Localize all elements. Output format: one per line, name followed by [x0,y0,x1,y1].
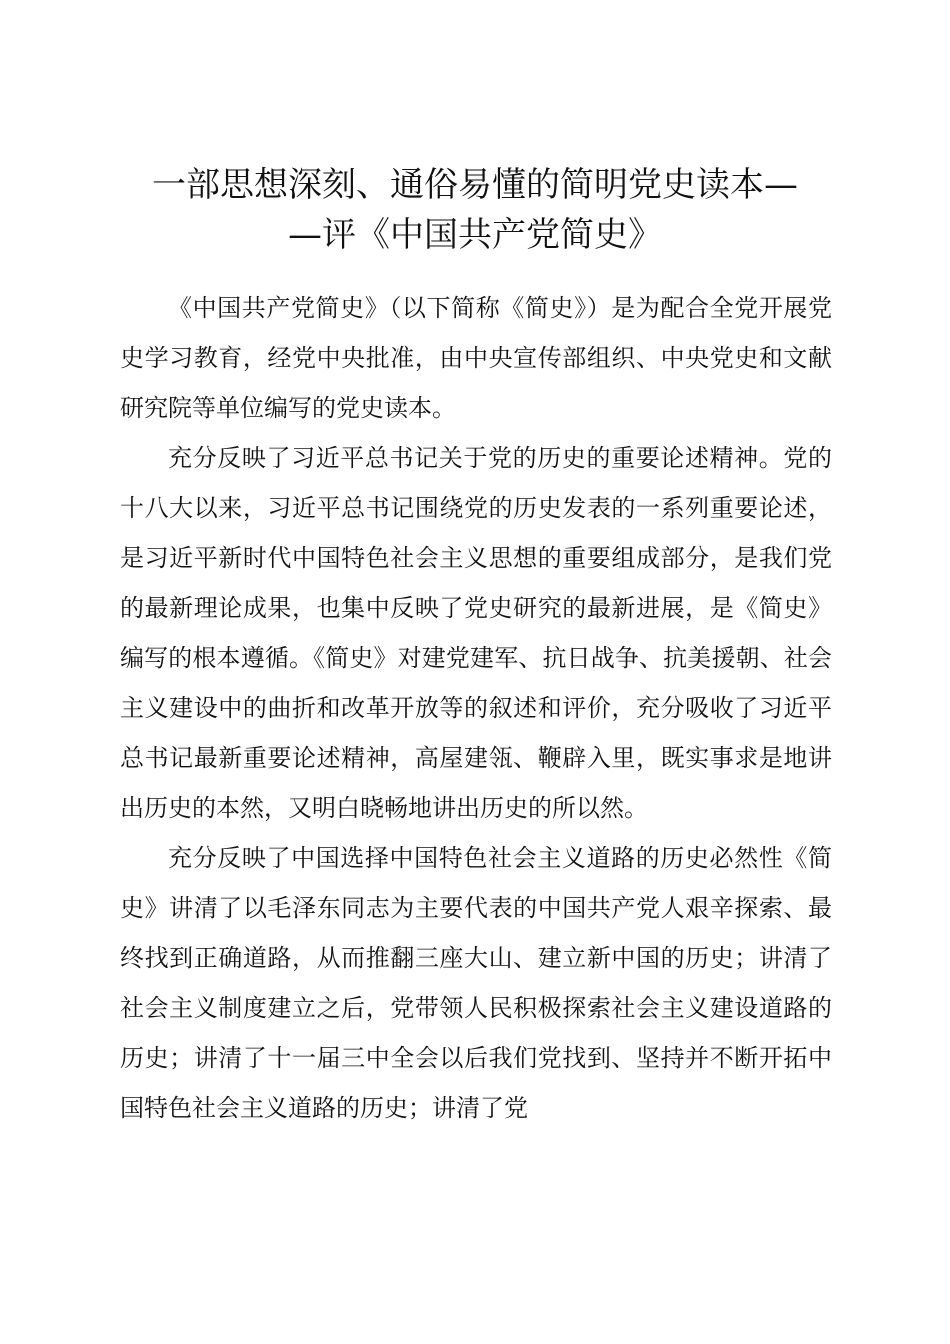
paragraph-historical-necessity: 充分反映了中国选择中国特色社会主义道路的历史必然性《简史》讲清了以毛泽东同志为主要代表的中国共产党人艰辛探索、最终找到正确道路，从而推翻三座大山、建立新中国的历史；讲清了社会主义制度建立之后，党带领人民积极探索社会主义建设道路的历史；讲清了十一届三中全会以后我们党找到、坚持并不断开拓中国特色社会主义道路的历史；讲清了党 [120,844,832,1122]
title-line-2: —评《中国共产党简史》 [288,215,662,255]
title-line-1: 一部思想深刻、通俗易懂的简明党史读本— [152,165,798,205]
document-title [120,160,830,260]
paragraph-intro: 《中国共产党简史》（以下简称《简史》）是为配合全党开展党史学习教育，经党中央批准，由中央宣传部组织、中央党史和文献研究院等单位编写的党史读本。 [120,294,832,422]
paragraph-important-discourse: 充分反映了习近平总书记关于党的历史的重要论述精神。党的十八大以来，习近平总书记围绕党的历史发表的一系列重要论述，是习近平新时代中国特色社会主义思想的重要组成部分，是我们党的最新理论成果，也集中反映了党史研究的最新进展，是《简史》编写的根本遵循。《简史》对建党建军、抗日战争、抗美援朝、社会主义建设中的曲折和改革开放等的叙述和评价，充分吸收了习近平总书记最新重要论述精神，高屋建瓴、鞭辟入里，既实事求是地讲出历史的本然，又明白晓畅地讲出历史的所以然。 [120,444,832,822]
document-body [120,283,832,1133]
